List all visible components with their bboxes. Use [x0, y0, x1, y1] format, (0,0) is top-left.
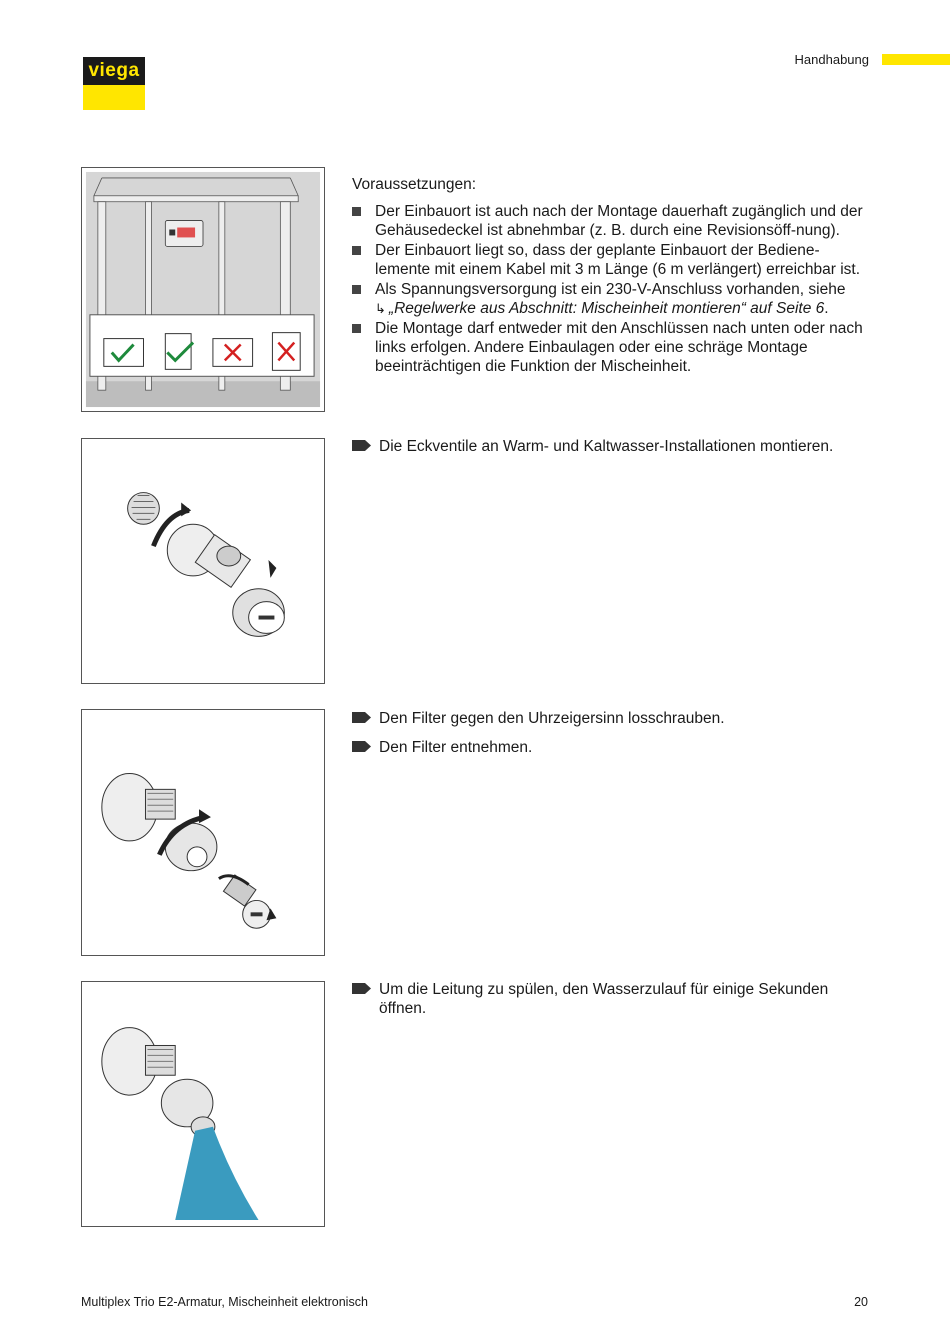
instruction-step: Die Eckventile an Warm- und Kaltwasser-Installationen montieren.	[352, 437, 872, 456]
step-block-filter	[352, 709, 872, 767]
action-arrow-icon	[352, 440, 371, 451]
bullet-square-icon	[352, 324, 361, 333]
page-number: 20	[854, 1295, 868, 1309]
cross-reference-link[interactable]: „Regelwerke aus Abschnitt: Mischeinheit montieren“ auf Seite 6	[388, 300, 825, 317]
logo-wordmark: viega	[83, 57, 145, 85]
step-block-flush	[352, 980, 872, 1028]
installation-illustration	[82, 168, 324, 411]
action-arrow-icon	[352, 741, 371, 752]
footer-document-title: Multiplex Trio E2-Armatur, Mischeinheit elektronisch	[81, 1295, 368, 1309]
list-item: Die Montage darf entweder mit den Anschlüssen nach unten oder nach links erfolgen. Andere Einbaulagen oder eine schräge Montage beeinträchtigen die Funktion der Mischeinheit.	[352, 319, 872, 376]
requirements-list	[352, 202, 872, 376]
figure-installation-position	[81, 167, 325, 412]
reference-arrow-icon: ↳	[375, 301, 386, 316]
figure-filter-removal	[81, 709, 325, 956]
figure-flush-line	[81, 981, 325, 1227]
step-block-mount	[352, 437, 872, 466]
action-arrow-icon	[352, 712, 371, 723]
action-arrow-icon	[352, 983, 371, 994]
list-item: Als Spannungsversorgung ist ein 230-V-Anschluss vorhanden, siehe ↳ „Regelwerke aus Abschnitt: Mischeinheit montieren“ auf Seite 6.	[352, 280, 872, 318]
flushing-illustration	[82, 982, 324, 1226]
orientation-wrong-1	[213, 339, 253, 367]
list-item: Der Einbauort liegt so, dass der geplante Einbauort der Bediene-lemente mit einem Kabel mit 3 m Länge (6 m verlängert) erreichbar ist.	[352, 241, 872, 279]
requirements-heading: Voraussetzungen:	[352, 176, 477, 193]
orientation-wrong-2	[272, 333, 300, 371]
requirements-block	[352, 175, 872, 377]
bullet-square-icon	[352, 285, 361, 294]
list-item: Der Einbauort ist auch nach der Montage dauerhaft zugänglich und der Gehäusedeckel ist abnehmbar (z. B. durch eine Revisionsöff-nung).	[352, 202, 872, 240]
orientation-ok-2	[165, 334, 193, 370]
water-stream	[175, 1127, 258, 1220]
logo-yellow-block	[83, 85, 145, 110]
instruction-step: Den Filter entnehmen.	[352, 738, 872, 757]
viega-logo	[83, 57, 145, 110]
section-accent-bar	[882, 54, 950, 65]
instruction-step: Um die Leitung zu spülen, den Wasserzulauf für einige Sekunden öffnen.	[352, 980, 872, 1018]
instruction-step: Den Filter gegen den Uhrzeigersinn losschrauben.	[352, 709, 872, 728]
orientation-ok-1	[104, 339, 144, 367]
section-title: Handhabung	[794, 52, 869, 67]
figure-mount-angle-valves	[81, 438, 325, 684]
bullet-square-icon	[352, 246, 361, 255]
filter-removal-illustration	[82, 710, 324, 955]
angle-valve-illustration	[82, 439, 324, 683]
bullet-square-icon	[352, 207, 361, 216]
